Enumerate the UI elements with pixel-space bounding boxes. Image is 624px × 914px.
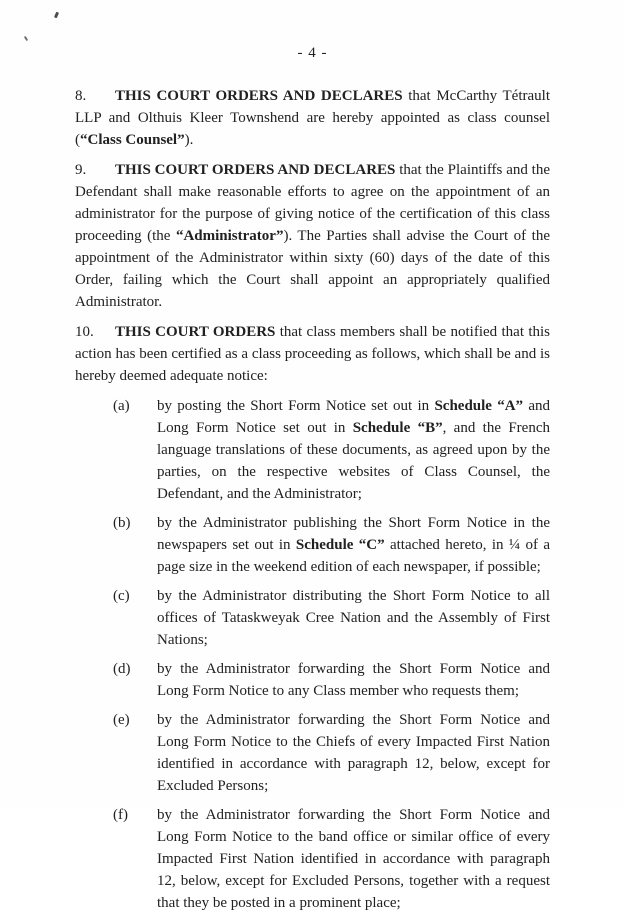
item-text: by the Administrator distributing the Short Form Notice to all offices of Tataskweyak Cree Nation and the Assembly of First Nations;: [157, 588, 550, 648]
order-paragraph-10: [75, 321, 550, 387]
item-text: by the Administrator publishing the Short Form Notice in the newspapers set out in Schedule “C” attached hereto, in ¼ of a page size in the weekend edition of each newspaper, if possible;: [157, 515, 551, 575]
item-label: (a): [113, 398, 130, 414]
scan-speck: [24, 36, 28, 41]
paragraph-text: THIS COURT ORDERS AND DECLARES that McCarthy Tétrault LLP and Olthuis Kleer Townshend are hereby appointed as class counsel (“Class Counsel”).: [75, 88, 550, 148]
item-text: by posting the Short Form Notice set out in Schedule “A” and Long Form Notice set out in Schedule “B”, and the French language translations of these documents, as agreed upon by the parties, on the respective websites of Class Counsel, the Defendant, and the Administrator;: [157, 398, 550, 502]
notice-item-b: [113, 512, 550, 578]
notice-item-e: [113, 709, 550, 797]
order-paragraph-9: [75, 159, 550, 313]
item-label: (f): [113, 807, 128, 823]
paragraph-text: THIS COURT ORDERS AND DECLARES that the Plaintiffs and the Defendant shall make reasonable efforts to agree on the appointment of an administrator for the purpose of giving notice of the certification of this class proceeding (the “Administrator”). The Parties shall advise the Court of the appointment of the Administrator within sixty (60) days of the date of this Order, failing which the Court shall appoint an appropriately qualified Administrator.: [75, 162, 550, 310]
scan-speck: [54, 12, 59, 19]
item-label: (d): [113, 661, 131, 677]
notice-item-c: [113, 585, 550, 651]
paragraph-number: 8.: [75, 88, 87, 104]
page-number: - 4 -: [297, 45, 328, 61]
item-label: (c): [113, 588, 130, 604]
order-paragraph-8: [75, 85, 550, 151]
item-text: by the Administrator forwarding the Short Form Notice and Long Form Notice to the Chiefs of every Impacted First Nation identified in accordance with paragraph 12, below, except for Excluded Persons;: [157, 712, 550, 794]
item-text: by the Administrator forwarding the Short Form Notice and Long Form Notice to any Class member who requests them;: [157, 661, 550, 699]
notice-methods-list: [75, 395, 550, 914]
notice-item-f: [113, 804, 550, 914]
notice-item-a: [113, 395, 550, 505]
paragraph-number: 9.: [75, 162, 87, 178]
item-label: (e): [113, 712, 130, 728]
item-label: (b): [113, 515, 131, 531]
paragraph-text: THIS COURT ORDERS that class members shall be notified that this action has been certified as a class proceeding as follows, which shall be and is hereby deemed adequate notice:: [75, 324, 550, 384]
paragraph-number: 10.: [75, 324, 94, 340]
notice-item-d: [113, 658, 550, 702]
item-text: by the Administrator forwarding the Short Form Notice and Long Form Notice to the band office or similar office of every Impacted First Nation identified in accordance with paragraph 12, below, except for Excluded Persons, together with a request that they be posted in a prominent place;: [157, 807, 550, 911]
